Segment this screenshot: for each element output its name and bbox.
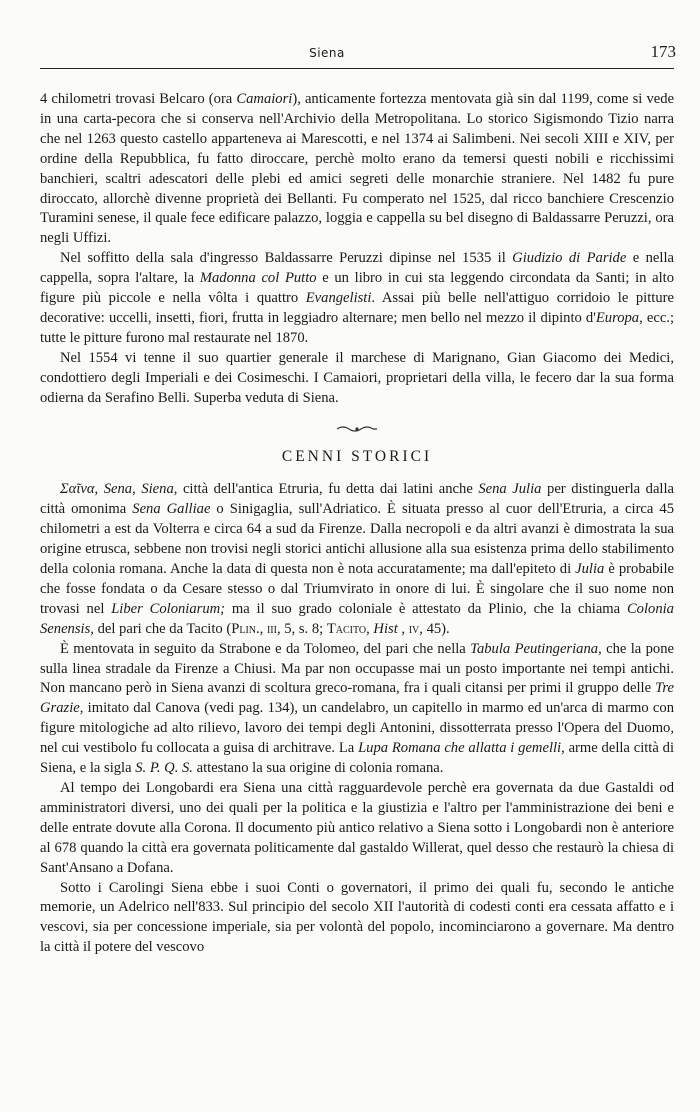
text-run: , 45). bbox=[419, 620, 450, 637]
text-run: , 5, s. 8; bbox=[276, 620, 327, 637]
text-run: e nella cappella, sopra l'altare, la bbox=[40, 250, 674, 287]
text-run: del pari che da Tacito ( bbox=[93, 620, 232, 637]
italic-text: Giudizio di Paride bbox=[512, 250, 627, 267]
fleuron-icon bbox=[335, 424, 379, 434]
italic-text: Hist bbox=[373, 620, 398, 637]
paragraph bbox=[40, 480, 674, 639]
italic-text: Julia bbox=[575, 561, 605, 578]
small-caps-text: iv bbox=[408, 620, 420, 637]
italic-text: Sena bbox=[103, 481, 133, 498]
text-run: , imitato dal Canova (vedi pag. 134), un candelabro, un capitello in marmo ed un'arca di marmo con figure mitologiche ad alto rilievo, lavoro dei tempi degli Antonini, dissotterrata presso l'Opera del Duomo, nel cui vestibolo fu collocata a guisa di architrave. La bbox=[40, 700, 674, 757]
page-number: 173 bbox=[650, 42, 676, 61]
section-heading: CENNI STORICI bbox=[281, 447, 433, 465]
section-ornament bbox=[40, 421, 674, 433]
paragraph bbox=[40, 879, 674, 959]
text-run: È mentovata in seguito da Strabone e da Tolomeo, del pari che nella bbox=[60, 640, 471, 657]
text-run: o Sinigaglia, sull'Adriatico. È situata presso al cuor dell'Etruria, a circa 45 chilometri a est da Volterra e circa 64 a sud da Firenze. Dalla necropoli e da altri avanzi è dimostrata la sua origine etrusca, sebbene non trovisi negli storici antichi allusione alla sua esistenza prima dello stabilimento della colonia romana. Anche la data di questa non è nota accuratamente; ma dall'epiteto di bbox=[40, 501, 674, 578]
italic-text: Colonia Senensis, bbox=[40, 600, 674, 637]
italic-text: Europa bbox=[595, 309, 640, 326]
italic-text: Madonna col Putto bbox=[199, 270, 317, 287]
italic-text: Σαῖνα bbox=[60, 481, 95, 498]
text-run: attestano la sua origine di colonia romana. bbox=[192, 760, 444, 777]
text-run: e un libro in cui sta leggendo circondata da Santi; in alto figure più piccole e nella vôlta i quattro bbox=[40, 270, 674, 307]
small-caps-text: iii bbox=[266, 620, 277, 637]
text-run: Al tempo dei Longobardi era Siena una città ragguardevole perchè era governata da due Gastaldi od amministratori diversi, uno dei quali per la politica e la giustizia e l'altro per l'amministrazione dei beni e delle entrate dovute alla Corona. Il documento più antico relativo a Siena sotto i Longobardi non è anteriore al 678 quando la città era governata politicamente dal gastaldo Willerat, quel desso che restaurò la chiesa di Sant'Ansano a Dofana. bbox=[40, 780, 674, 876]
italic-text: Liber Coloniarum; bbox=[111, 600, 226, 617]
section-text bbox=[40, 480, 674, 958]
text-run: 4 chilometri trovasi Belcaro (ora bbox=[40, 91, 237, 107]
paragraph bbox=[40, 90, 674, 249]
text-run: , bbox=[259, 620, 267, 637]
paragraph bbox=[40, 349, 674, 409]
italic-text: Camaiori bbox=[236, 91, 293, 107]
text-run: ), anticamente fortezza mentovata già sin dal 1199, come si vede in una carta-pecora che si conserva nell'Archivio della Metropolitana. Lo storico Sigismondo Tizio narra che nel 1263 questo castello apparteneva ai Marescotti, e nel 1374 ai Salimbeni. Nei secoli XIII e XIV, per ordine della Repubblica, fu fatto diroccare, perchè molto erano da temersi questi nobili e ricchissimi banchieri, scaltri adescatori delle plebi ed amici segreti delle monarchie straniere. Nel 1482 fu pure diroccato, allorchè divenne proprietà dei Bellanti. Fu comperato nel 1525, dal ricco banchiere Crescenzio Turamini senese, il quale fece edificare palazzo, loggia e cappella su bel disegno di Baldassarre Peruzzi, ora negli Uffizi. bbox=[40, 91, 675, 247]
text-run: , bbox=[94, 481, 104, 498]
text-run: Nel soffitto della sala d'ingresso Baldassarre Peruzzi dipinse nel 1535 il bbox=[60, 250, 513, 267]
text-run: Nel 1554 vi tenne il suo quartier generale il marchese di Marignano, Gian Giacomo dei Medici, condottiero degli Imperiali e dei Cosimeschi. I Camaiori, proprietari della villa, le fecero dar la sua forma odierna da Serafino Belli. Superba veduta di Siena. bbox=[40, 349, 674, 406]
page-header bbox=[40, 40, 676, 70]
italic-text: S. P. Q. S. bbox=[135, 760, 193, 777]
intro-text bbox=[40, 90, 674, 409]
text-run: . Assai più belle nell'attiguo corridoio le pitture decorative: uccelli, insetti, fiori, frutta in leggiadro alternare; men bello nel mezzo il dipinto d' bbox=[40, 290, 674, 326]
header-rule bbox=[40, 68, 674, 69]
text-run: , bbox=[366, 620, 374, 637]
paragraph bbox=[40, 640, 674, 779]
italic-text: Tre Grazie bbox=[40, 680, 674, 717]
text-run: per distinguerla dalla città omonima bbox=[40, 481, 675, 518]
text-run: , ecc.; tutte le pitture furono mal restaurate nel 1870. bbox=[40, 309, 675, 346]
text-run: è probabile che fosse fondata o da Cesare stesso o dal Triumvirato in onore di lui. È singolare che il suo nome non trovasi nel bbox=[40, 561, 674, 617]
text-run: Sotto i Carolingi Siena ebbe i suoi Conti o governatori, il primo dei quali fu, secondo le antiche memorie, un Adelrico nell'833. Sul principio del secolo XII l'autorità di codesti conti era cessata affatto e i vescovi, sia per concessione imperiale, sia per volontà del popolo, incominciarono a governare. Ma dentro la città il potere del vescovo bbox=[40, 879, 674, 956]
italic-text: Evangelisti bbox=[305, 290, 372, 307]
italic-text: Tabula Peutingeriana bbox=[470, 640, 599, 657]
text-run: , bbox=[132, 481, 142, 498]
italic-text: Sena Julia bbox=[478, 481, 542, 498]
text-run: ma il suo grado coloniale è attestato da Plinio, che la chiama bbox=[225, 600, 627, 617]
italic-text: Lupa Romana che allatta i gemelli bbox=[358, 740, 562, 757]
text-run: , bbox=[397, 620, 409, 637]
italic-text: Siena bbox=[141, 481, 174, 498]
page-body bbox=[40, 90, 674, 958]
small-caps-text: Tacito bbox=[326, 620, 367, 637]
small-caps-text: Plin. bbox=[231, 620, 260, 637]
italic-text: Sena Galliae bbox=[132, 501, 211, 518]
text-run: , città dell'antica Etruria, fu detta dai latini anche bbox=[173, 481, 479, 498]
text-run: , che la pone sulla linea stradale da Firenze a Chiusi. Ma par non occupasse mai un posto importante nei tempi antichi. Non mancano però in Siena avanzi di scoltura greco-romana, fra i quali citansi per primi il gruppo delle bbox=[40, 640, 674, 697]
paragraph bbox=[40, 249, 674, 349]
paragraph bbox=[40, 779, 674, 879]
text-run: , arme della città di Siena, e la sigla bbox=[40, 740, 674, 777]
running-head: Siena bbox=[309, 46, 345, 60]
